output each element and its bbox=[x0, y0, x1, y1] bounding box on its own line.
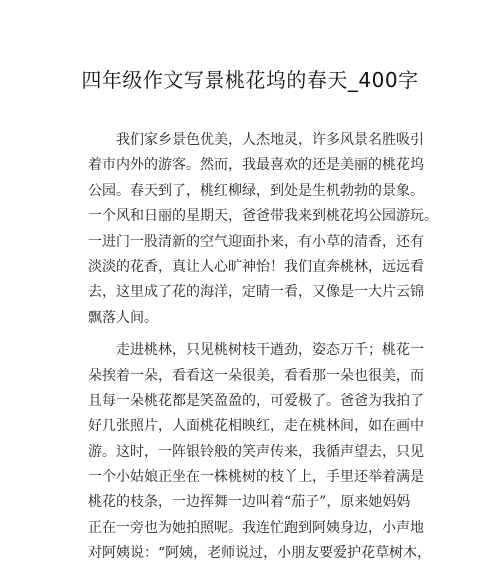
document-title: 四年级作文写景桃花坞的春天_400字 bbox=[81, 68, 419, 92]
text-line: 着市内外的游客。然而，我最喜欢的还是美丽的桃花坞 bbox=[88, 157, 424, 174]
text-line: 正在一旁也为她拍照呢。我连忙跑到阿姨身边，小声地 bbox=[88, 519, 424, 536]
text-line: 且每一朵桃花都是笑盈盈的，可爱极了。爸爸为我拍了 bbox=[88, 392, 424, 409]
text-line: 好几张照片，人面桃花相映红，走在桃林间，如在画中 bbox=[88, 418, 424, 435]
text-line: 对阿姨说：“阿姨，老师说过，小朋友要爱护花草树木， bbox=[88, 545, 432, 562]
text-line: 桃花的枝条，一边挥舞一边叫着“茄子”，原来她妈妈 bbox=[88, 494, 411, 511]
text-line: 去，这里成了花的海洋，定睛一看，又像是一大片云锦 bbox=[88, 284, 424, 301]
text-line: 淡淡的花香，真让人心旷神怡！我们直奔桃林，远远看 bbox=[88, 258, 424, 275]
text-line: 走进桃林，只见桃树枝干遒劲，姿态万千；桃花一 bbox=[88, 342, 424, 359]
document-body bbox=[88, 128, 438, 567]
text-line: 飘落人间。 bbox=[88, 309, 158, 326]
text-line: 一个小姑娘正坐在一株桃树的枝丫上，手里还举着满是 bbox=[88, 469, 424, 486]
text-line: 一个风和日丽的星期天，爸爸带我来到桃花坞公园游玩。 bbox=[88, 208, 438, 225]
text-line: 游。这时，一阵银铃般的笑声传来，我循声望去，只见 bbox=[88, 443, 424, 460]
text-line: 公园。春天到了，桃红柳绿，到处是生机勃勃的景象。 bbox=[88, 182, 424, 199]
text-line: 我们家乡景色优美，人杰地灵，许多风景名胜吸引 bbox=[88, 132, 424, 148]
text-line: 一进门一股清新的空气迎面扑来，有小草的清香，还有 bbox=[88, 233, 424, 250]
text-line: 朵挨着一朵，看看这一朵很美，看看那一朵也很美，而 bbox=[88, 367, 424, 384]
